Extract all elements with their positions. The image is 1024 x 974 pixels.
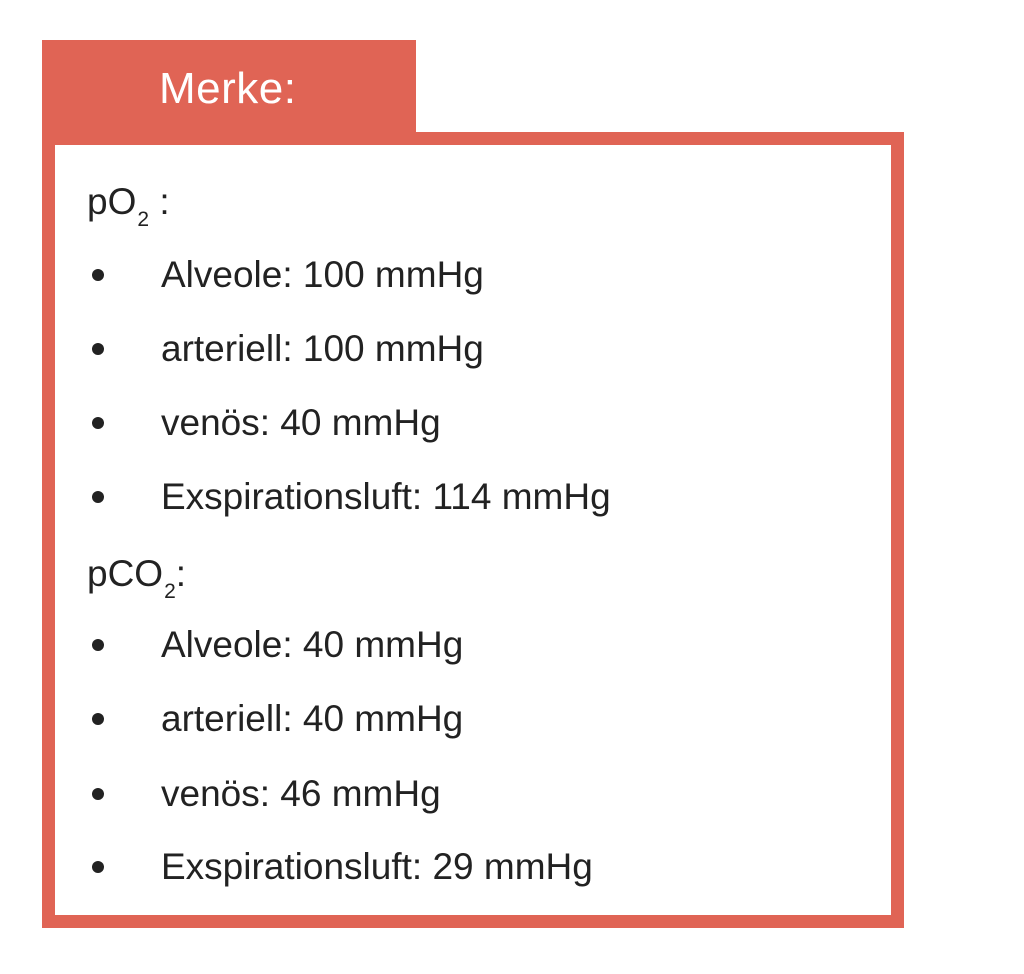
list-item-text: arteriell: 100 mmHg [161,328,484,369]
bullet-icon [92,861,104,873]
bullet-icon [92,788,104,800]
bullet-icon [92,417,104,429]
list-item-text: Alveole: 100 mmHg [161,254,484,295]
list-item-text: Alveole: 40 mmHg [161,624,464,665]
po2-heading [87,180,170,230]
list-item-text: Exspirationsluft: 29 mmHg [161,846,593,887]
bullet-icon [92,343,104,355]
pco2-heading [87,552,186,602]
pco2-heading-subscript: 2 [164,580,176,603]
list-item-text: Exspirationsluft: 114 mmHg [161,476,611,517]
bullet-icon [92,269,104,281]
bullet-icon [92,713,104,725]
list-item-text: arteriell: 40 mmHg [161,698,464,739]
list-item-text: venös: 46 mmHg [161,773,441,814]
pco2-heading-main: pCO [87,553,164,594]
pco2-heading-suffix: : [175,553,187,594]
merke-header-tab [42,40,416,144]
merke-header-label: Merke: [159,64,297,113]
bullet-icon [92,491,104,503]
po2-heading-subscript: 2 [137,208,150,231]
po2-heading-suffix: : [149,181,170,222]
list-item-text: venös: 40 mmHg [161,402,441,443]
bullet-icon [92,639,104,651]
po2-heading-main: pO [87,181,137,222]
